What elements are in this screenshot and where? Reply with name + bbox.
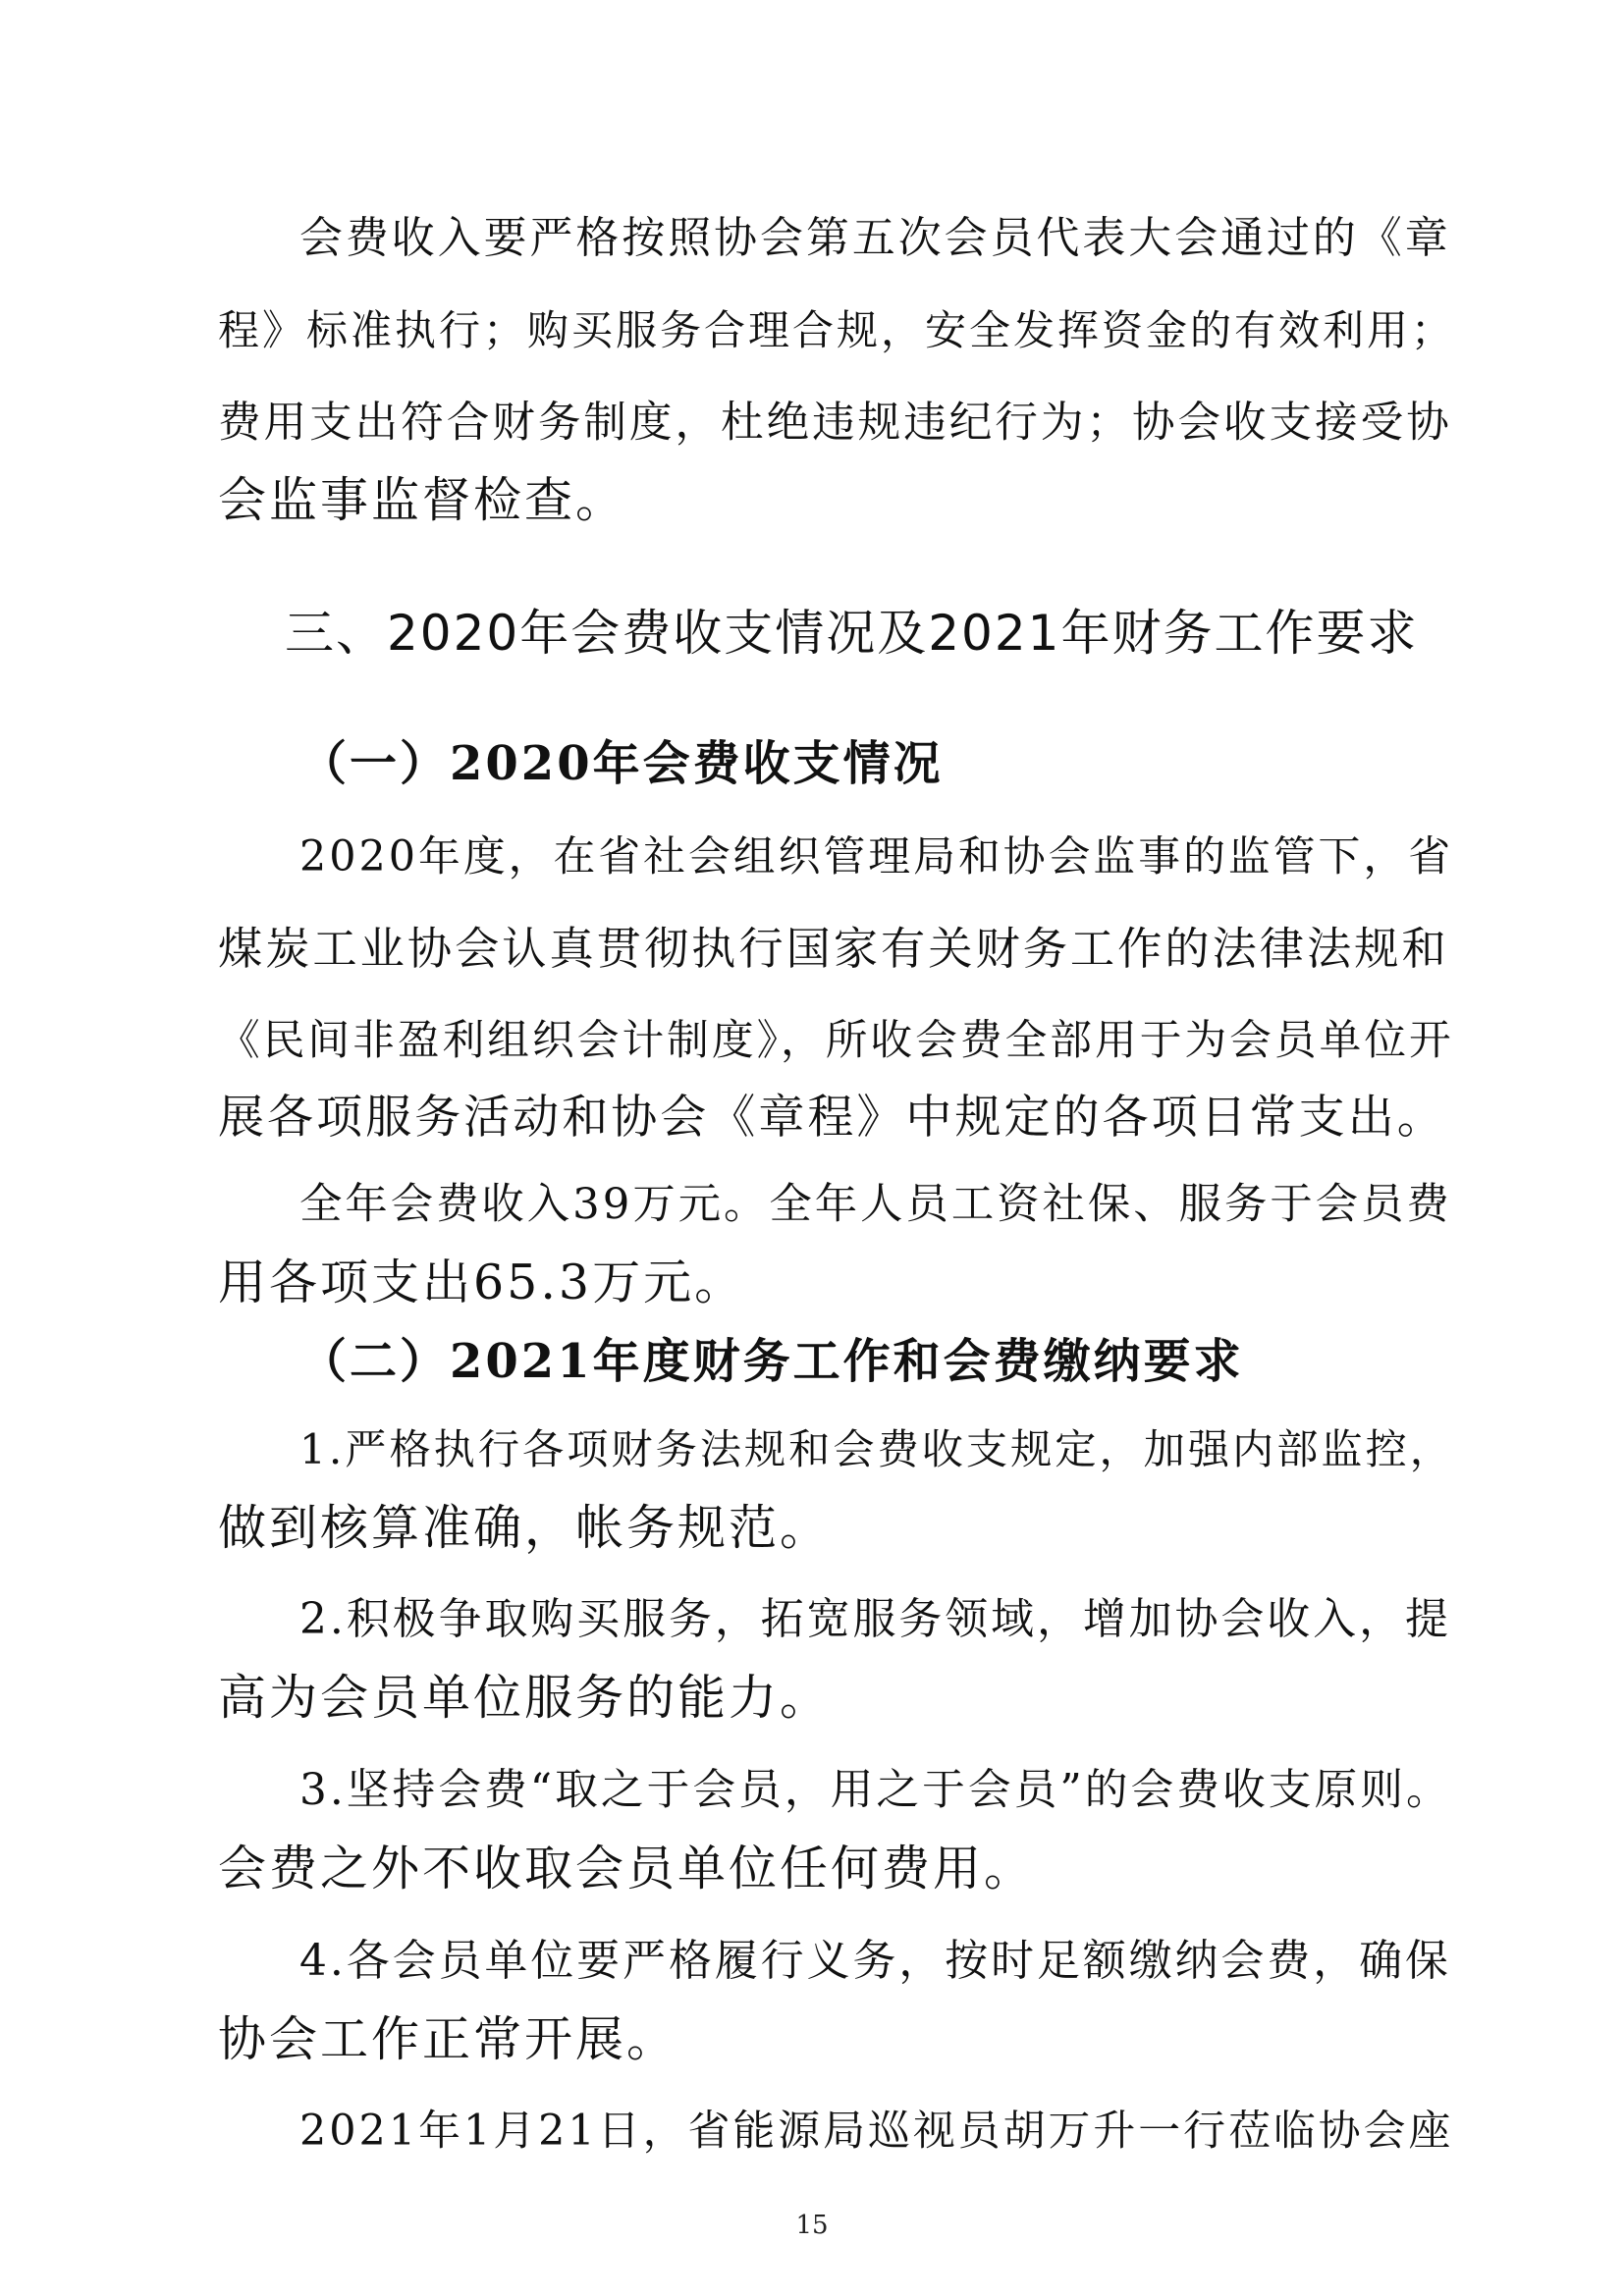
paragraph-text: 会费收入要严格按照协会第五次会员代表大会通过的《章 xyxy=(299,213,1451,263)
paragraph-line xyxy=(0,1001,1624,1080)
subsection-heading-text: （一）2020年会费收支情况 xyxy=(299,736,944,791)
paragraph-text: 程》标准执行；购买服务合理合规，安全发挥资金的有效利用； xyxy=(218,306,1456,354)
paragraph-text: 会监事监督检查。 xyxy=(218,472,627,528)
paragraph-text: 展各项服务活动和协会《章程》中规定的各项日常支出。 xyxy=(218,1091,1446,1145)
list-item-text: 高为会员单位服务的能力。 xyxy=(218,1670,832,1726)
list-item-line xyxy=(0,1659,1624,1737)
paragraph-text: 《民间非盈利组织会计制度》，所收会费全部用于为会员单位开 xyxy=(218,1016,1454,1065)
paragraph-text: 2020年度，在省社会组织管理局和协会监事的监管下，省 xyxy=(299,832,1454,881)
list-item-line xyxy=(0,2001,1624,2079)
paragraph-text: 用各项支出65.3万元。 xyxy=(218,1255,746,1310)
list-item-text: 2.积极争取购买服务，拓宽服务领域，增加协会收入，提 xyxy=(299,1594,1451,1644)
subsection-heading xyxy=(0,1322,1624,1401)
paragraph-line xyxy=(0,292,1624,370)
subsection-heading xyxy=(0,724,1624,803)
list-item-line xyxy=(0,1751,1624,1830)
paragraph-line xyxy=(0,1165,1624,1244)
paragraph-line xyxy=(0,818,1624,896)
page-number: 15 xyxy=(795,2211,829,2240)
paragraph-line xyxy=(0,910,1624,988)
list-item-text: 协会工作正常开展。 xyxy=(218,2011,678,2067)
paragraph-text: 费用支出符合财务制度，杜绝违规违纪行为；协会收支接受协 xyxy=(218,399,1452,448)
paragraph-line xyxy=(0,461,1624,540)
list-item-line xyxy=(0,1489,1624,1568)
list-item-text: 1.严格执行各项财务法规和会费收支规定，加强内部监控， xyxy=(299,1425,1454,1473)
subsection-heading-text: （二）2021年度财务工作和会费缴纳要求 xyxy=(299,1334,1244,1389)
list-item-line xyxy=(0,1922,1624,2001)
paragraph-line xyxy=(0,384,1624,462)
list-item-line xyxy=(0,1830,1624,1908)
paragraph-text: 煤炭工业协会认真贯彻执行国家有关财务工作的法律法规和 xyxy=(218,923,1449,975)
paragraph-line xyxy=(0,2092,1624,2170)
paragraph-line xyxy=(0,1244,1624,1322)
list-item-text: 4.各会员单位要严格履行义务，按时足额缴纳会费，确保 xyxy=(299,1936,1451,1986)
paragraph-text: 全年会费收入39万元。全年人员工资社保、服务于会员费 xyxy=(299,1180,1452,1229)
list-item-line xyxy=(0,1411,1624,1489)
list-item-text: 做到核算准确，帐务规范。 xyxy=(218,1500,832,1556)
paragraph-line xyxy=(0,199,1624,278)
section-heading xyxy=(0,594,1624,672)
section-heading-text: 三、2020年会费收支情况及2021年财务工作要求 xyxy=(285,605,1419,662)
list-item-text: 3.坚持会费“取之于会员，用之于会员”的会费收支原则。 xyxy=(299,1765,1452,1815)
paragraph-text: 2021年1月21日，省能源局巡视员胡万升一行莅临协会座 xyxy=(299,2107,1454,2156)
list-item-text: 会费之外不收取会员单位任何费用。 xyxy=(218,1841,1036,1896)
paragraph-line xyxy=(0,1079,1624,1157)
list-item-line xyxy=(0,1580,1624,1659)
